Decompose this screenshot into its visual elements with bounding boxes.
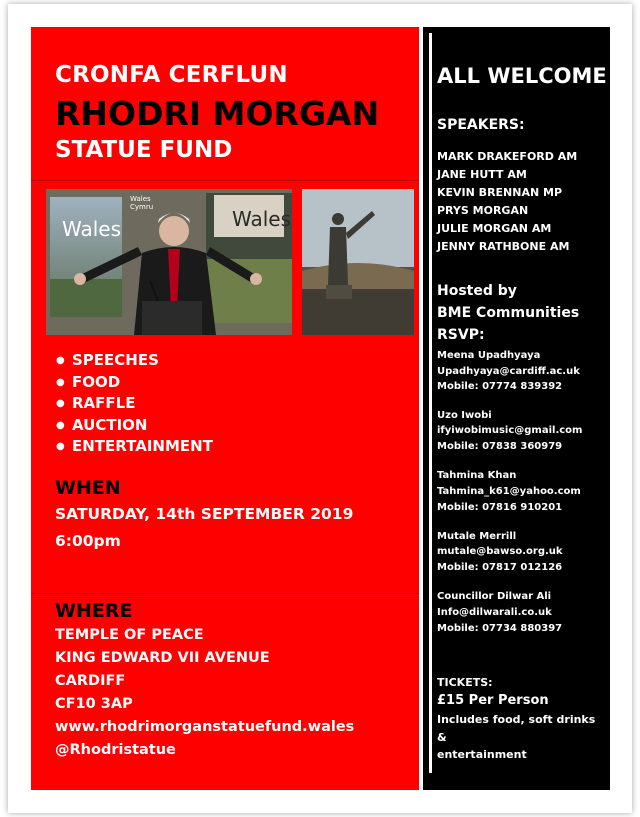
activities-list	[56, 350, 213, 458]
sidebar-white-rule	[429, 33, 432, 773]
speaker-name: PRYS MORGAN	[437, 204, 529, 217]
contact-name: Meena Upadhyaya	[437, 350, 541, 361]
tickets-includes: Includes food, soft drinks	[437, 713, 596, 726]
tickets-includes: &	[437, 731, 447, 744]
contact-name: Tahmina Khan	[437, 470, 517, 481]
contact-mobile: Mobile: 07817 012126	[437, 562, 563, 573]
list-item: ● AUCTION	[56, 415, 213, 437]
list-item: ● SPEECHES	[56, 350, 213, 372]
where-heading: WHERE	[55, 600, 133, 622]
speaker-name: KEVIN BRENNAN MP	[437, 186, 563, 199]
contact-mobile: Mobile: 07816 910201	[437, 502, 563, 513]
speaker-name: JULIE MORGAN AM	[437, 222, 552, 235]
statue-photo	[302, 189, 414, 335]
banner-text-right: Wales	[232, 207, 292, 231]
title-name: RHODRI MORGAN	[55, 94, 380, 133]
bullet-dot-icon: ●	[56, 441, 65, 452]
list-item: ● FOOD	[56, 372, 213, 394]
twitter-handle[interactable]: @Rhodristatue	[55, 742, 176, 758]
contact-mobile: Mobile: 07838 360979	[437, 441, 563, 452]
website-link[interactable]: www.rhodrimorganstatuefund.wales	[55, 719, 355, 735]
all-welcome-heading: ALL WELCOME	[437, 64, 607, 88]
contact-name: Mutale Merrill	[437, 531, 517, 542]
address-line: CF10 3AP	[55, 696, 133, 712]
speaker-name: MARK DRAKEFORD AM	[437, 150, 578, 163]
banner-text-left: Wales	[62, 217, 122, 241]
address-line: CARDIFF	[55, 673, 126, 689]
when-date: SATURDAY, 14th SEPTEMBER 2019	[55, 505, 354, 523]
wales-logo: Wales Cymru	[130, 195, 154, 211]
host-organisation: BME Communities	[437, 305, 580, 321]
contact-name: Uzo Iwobi	[437, 410, 492, 421]
speaker-name: JANE HUTT AM	[437, 168, 527, 181]
speaker-photo	[46, 189, 292, 335]
contact-mobile: Mobile: 07734 880397	[437, 623, 563, 634]
title-welsh: CRONFA CERFLUN	[55, 62, 288, 88]
bullet-dot-icon: ●	[56, 419, 65, 431]
hosted-by-label: Hosted by	[437, 283, 517, 299]
contact-email[interactable]: ifyiwobimusic@gmail.com	[437, 425, 583, 436]
speaker-name: JENNY RATHBONE AM	[437, 240, 570, 253]
contact-email[interactable]: mutale@bawso.org.uk	[437, 546, 563, 557]
tickets-includes: entertainment	[437, 748, 527, 761]
list-item: ● RAFFLE	[56, 393, 213, 415]
bullet-dot-icon: ●	[56, 355, 65, 366]
address-line: KING EDWARD VII AVENUE	[55, 650, 270, 666]
contact-email[interactable]: Info@dilwarali.co.uk	[437, 607, 552, 618]
address-line: TEMPLE OF PEACE	[55, 627, 204, 643]
where-divider	[31, 593, 419, 594]
contact-email[interactable]: Upadhyaya@cardiff.ac.uk	[437, 366, 580, 377]
when-time: 6:00pm	[55, 532, 121, 550]
when-heading: WHEN	[55, 477, 121, 499]
contact-email[interactable]: Tahmina_k61@yahoo.com	[437, 486, 581, 497]
speakers-heading: SPEAKERS:	[437, 117, 525, 133]
list-item: ● ENTERTAINMENT	[56, 436, 213, 458]
bullet-dot-icon: ●	[56, 398, 65, 409]
contact-mobile: Mobile: 07774 839392	[437, 381, 563, 392]
tickets-heading: TICKETS:	[437, 676, 493, 689]
rsvp-heading: RSVP:	[437, 327, 485, 343]
title-english: STATUE FUND	[55, 137, 233, 163]
bullet-dot-icon: ●	[56, 376, 65, 388]
tickets-price: £15 Per Person	[437, 693, 549, 708]
contact-name: Councillor Dilwar Ali	[437, 591, 552, 602]
header-divider	[31, 180, 419, 181]
